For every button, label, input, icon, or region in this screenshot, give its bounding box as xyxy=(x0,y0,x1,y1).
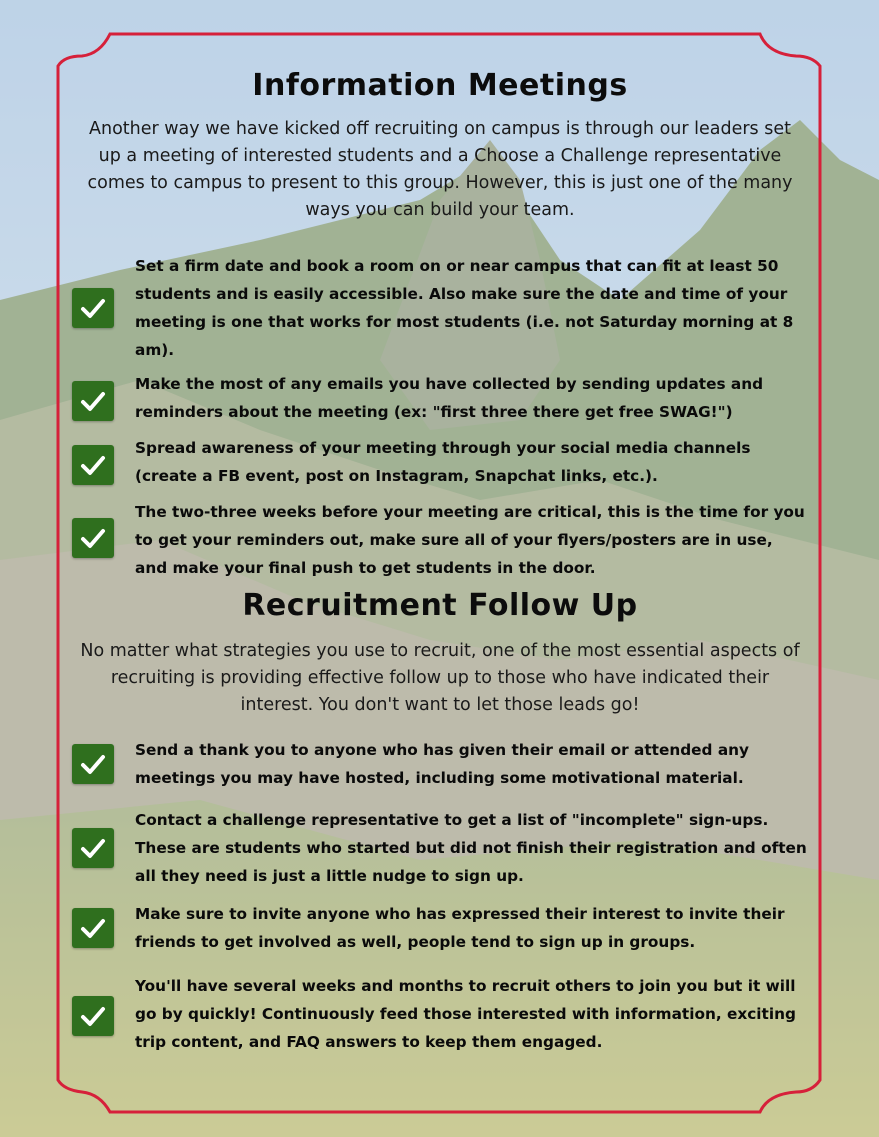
checkmark-icon xyxy=(72,518,114,558)
checklist-item-text: Contact a challenge representative to get a list of "incomplete" sign-ups. These are students who started but did not finish their registration and often all they need is just a little nudge to sign up. xyxy=(135,811,807,885)
checklist-item-text: Spread awareness of your meeting through your social media channels (create a FB event, post on Instagram, Snapchat links, etc.). xyxy=(135,439,751,485)
checklist-item-text: You'll have several weeks and months to recruit others to join you but it will go by quickly! Continuously feed those interested with information, exciting trip content, and FAQ answers to keep them engaged. xyxy=(135,977,796,1051)
checkmark-icon xyxy=(72,445,114,485)
checkmark-icon xyxy=(72,288,114,328)
section-title-recruitment-follow-up: Recruitment Follow Up xyxy=(242,588,638,623)
checklist-item-text: Make the most of any emails you have collected by sending updates and reminders about the meeting (ex: "first three there get free SWAG!") xyxy=(135,375,764,421)
checklist-item-text: Make sure to invite anyone who has expressed their interest to invite their friends to get involved as well, people tend to sign up in groups. xyxy=(135,905,785,951)
section-intro: No matter what strategies you use to recruit, one of the most essential aspects of recruiting is providing effective follow up to those who have indicated their interest. You don't want to let those leads go! xyxy=(80,641,800,715)
checklist-item-text: Set a firm date and book a room on or near campus that can fit at least 50 students and is easily accessible. Also make sure the date and time of your meeting is one that works for most students (i.e. not Saturday morning at 8 am). xyxy=(135,257,794,359)
checkmark-icon xyxy=(72,744,114,784)
checkmark-icon xyxy=(72,908,114,948)
section-title-information-meetings: Information Meetings xyxy=(252,68,628,103)
checkmark-icon xyxy=(72,996,114,1036)
checkmark-icon xyxy=(72,381,114,421)
checkmark-icon xyxy=(72,828,114,868)
checklist-item-text: Send a thank you to anyone who has given their email or attended any meetings you may have hosted, including some motivational material. xyxy=(135,741,750,787)
checklist-item-text: The two-three weeks before your meeting are critical, this is the time for you to get your reminders out, make sure all of your flyers/posters are in use, and make your final push to get students in the door. xyxy=(135,503,805,577)
section-intro: Another way we have kicked off recruiting on campus is through our leaders set up a meeting of interested students and a Choose a Challenge representative comes to campus to present to this group. However, this is just one of the many ways you can build your team. xyxy=(87,119,793,220)
